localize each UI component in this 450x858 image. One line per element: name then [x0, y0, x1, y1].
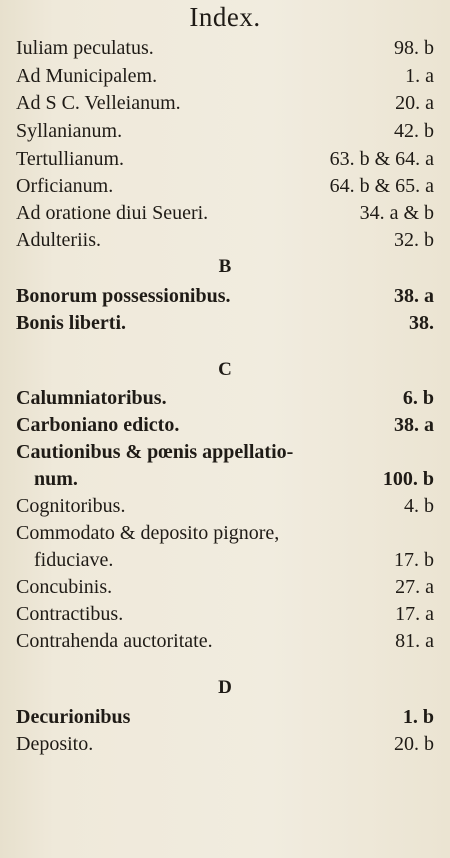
entry-term: Ad S C. Velleianum.: [16, 92, 181, 114]
entry-ref: 100. b: [382, 468, 434, 490]
index-entry: [16, 600, 434, 628]
index-entry: [16, 519, 434, 547]
entry-term: Cognitoribus.: [16, 495, 126, 517]
entry-ref: 38. a: [394, 414, 434, 436]
entry-ref: 17. a: [395, 603, 434, 625]
index-entry: [16, 172, 434, 200]
index-entry: [16, 89, 434, 117]
index-entry: [16, 730, 434, 758]
entry-term: Ad Municipalem.: [16, 65, 158, 87]
section-letter-d: D: [218, 677, 232, 698]
entry-ref: 42. b: [394, 120, 434, 142]
index-entry: [16, 411, 434, 439]
entry-ref: 81. a: [395, 630, 434, 652]
entry-ref: 64. b & 65. a: [329, 175, 434, 197]
entry-term: Bonis liberti.: [16, 312, 127, 334]
index-entry: [16, 384, 434, 412]
index-entry: [16, 703, 434, 731]
entry-term: Tertullianum.: [16, 148, 125, 170]
entry-term: Contrahenda auctoritate.: [16, 630, 213, 652]
index-entry: [16, 226, 434, 254]
entry-term: Cautionibus & pœnis appellatio-: [16, 441, 294, 463]
entry-term: Calumniatoribus.: [16, 387, 167, 409]
entry-term: Syllanianum.: [16, 120, 123, 142]
entry-term: fiduciave.: [34, 549, 114, 571]
entry-ref: 38. a: [394, 285, 434, 307]
entry-ref: 20. a: [395, 92, 434, 114]
index-entry: [16, 34, 434, 62]
entry-ref: 6. b: [402, 387, 434, 409]
index-entry: [16, 627, 434, 655]
entry-ref: 1. b: [402, 706, 434, 728]
entry-term: Bonorum possessionibus.: [16, 285, 231, 307]
index-entry: [16, 199, 434, 227]
entry-term: Orficianum.: [16, 175, 114, 197]
index-entry: [16, 309, 434, 337]
index-entry: [16, 573, 434, 601]
entry-term: Deposito.: [16, 733, 94, 755]
entry-term: Iuliam peculatus.: [16, 37, 154, 59]
entry-term: Carboniano edicto.: [16, 414, 180, 436]
index-entry: [16, 145, 434, 173]
entry-term: Commodato & deposito pignore,: [16, 522, 280, 544]
index-entry: [16, 117, 434, 145]
entry-term: num.: [34, 468, 78, 490]
entry-ref: 34. a & b: [359, 202, 434, 224]
entry-ref: 17. b: [394, 549, 434, 571]
entry-ref: 27. a: [395, 576, 434, 598]
index-entry-continuation: [34, 546, 434, 574]
entry-ref: 63. b & 64. a: [329, 148, 434, 170]
entry-ref: 1. a: [405, 65, 434, 87]
entry-term: Concubinis.: [16, 576, 113, 598]
entry-term: Adulteriis.: [16, 229, 101, 251]
entry-term: Ad oratione diui Seueri.: [16, 202, 209, 224]
section-letter-b: B: [218, 256, 232, 277]
entry-ref: 32. b: [394, 229, 434, 251]
index-entry-continuation: [34, 465, 434, 493]
entry-term: Decurionibus: [16, 706, 131, 728]
entry-ref: 4. b: [404, 495, 434, 517]
page-title: Index.: [189, 2, 261, 32]
entry-ref: 20. b: [394, 733, 434, 755]
index-entry: [16, 282, 434, 310]
index-entry: [16, 62, 434, 90]
index-entry: [16, 438, 434, 466]
index-entry: [16, 492, 434, 520]
entry-term: Contractibus.: [16, 603, 124, 625]
entry-ref: 98. b: [394, 37, 434, 59]
section-letter-c: C: [218, 359, 232, 380]
entry-ref: 38.: [409, 312, 434, 334]
